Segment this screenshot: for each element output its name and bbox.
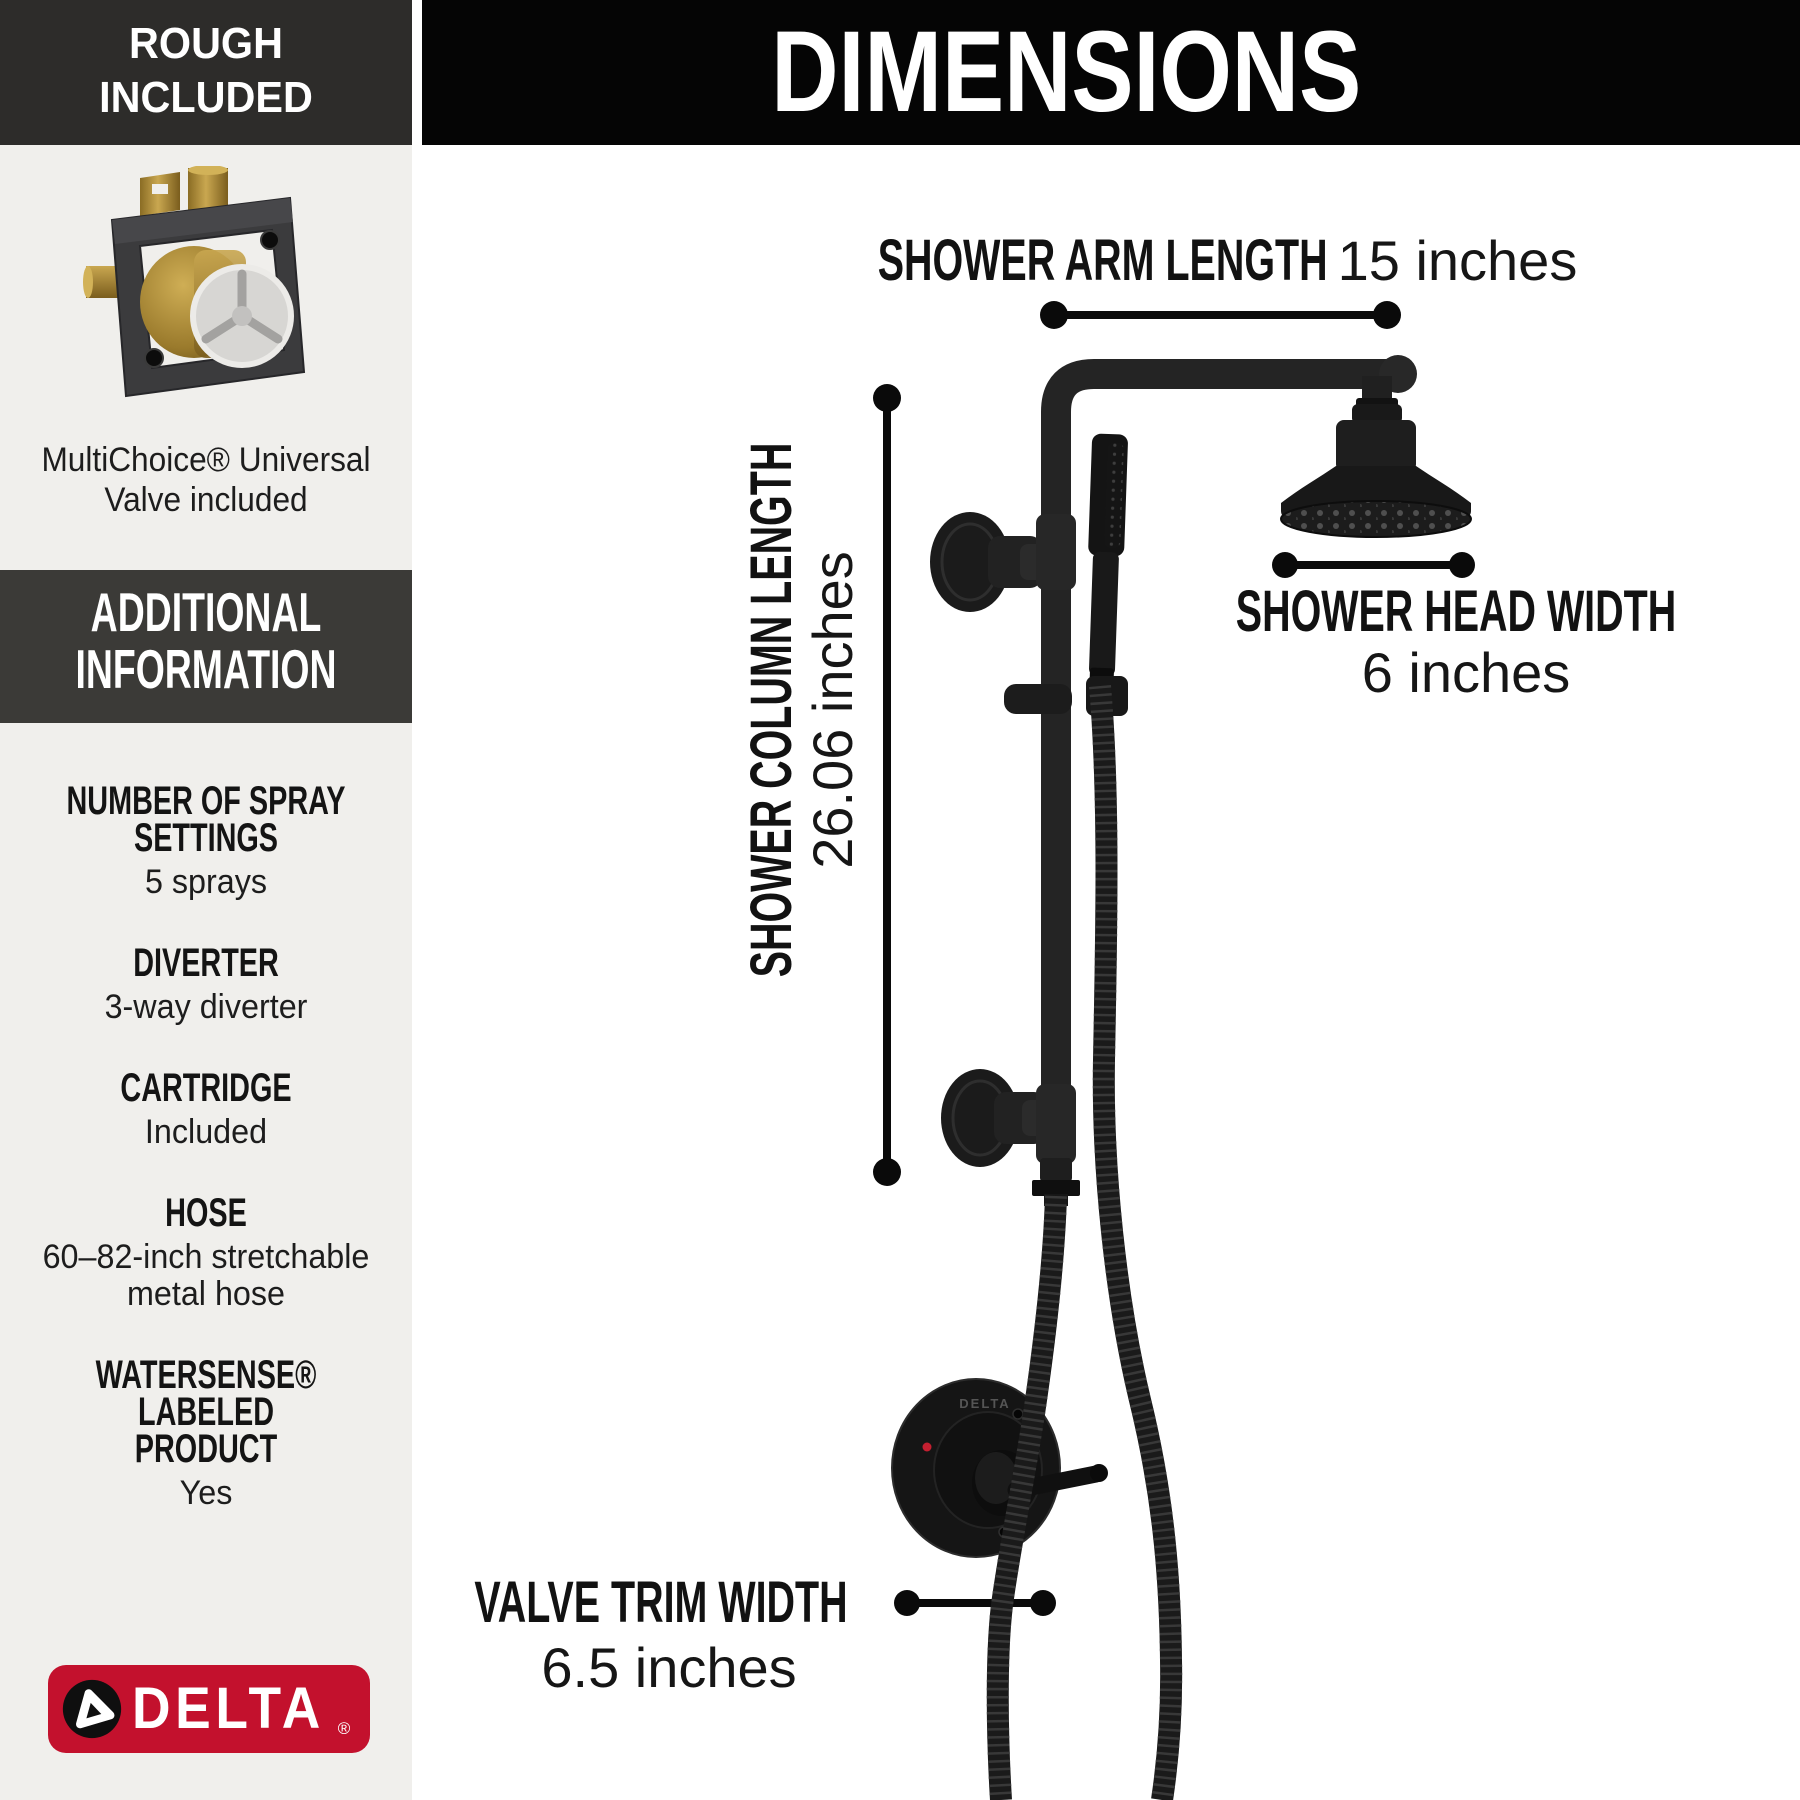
spec-label: WATERSENSE® LABELED bbox=[95, 1353, 317, 1434]
lower-wall-mount bbox=[941, 1069, 1048, 1167]
shower-head-dimension-line bbox=[1272, 552, 1475, 578]
spec-value: Yes bbox=[179, 1474, 233, 1512]
page-title: DIMENSIONS bbox=[770, 8, 1362, 136]
shower-arm-length-value: 15 inches bbox=[1337, 229, 1578, 292]
delta-wordmark: DELTA bbox=[132, 1676, 325, 1741]
spec-label: DIVERTER bbox=[133, 941, 279, 985]
shower-head-width-value: 6 inches bbox=[1361, 641, 1571, 704]
valve-red-indicator bbox=[923, 1443, 932, 1452]
valve-trim-width-value: 6.5 inches bbox=[541, 1636, 797, 1699]
shower-head-width-label: SHOWER HEAD WIDTH bbox=[1235, 579, 1677, 644]
spec-label: NUMBER OF SPRAY bbox=[66, 779, 346, 823]
valve-caption-line1: MultiChoice® Universal bbox=[41, 441, 371, 479]
valve-caption-line2: Valve included bbox=[104, 481, 308, 519]
spec-label: HOSE bbox=[165, 1191, 247, 1235]
additional-header-line2: INFORMATION bbox=[75, 638, 337, 700]
spec-value: metal hose bbox=[126, 1275, 285, 1313]
shower-head-spray-face bbox=[1281, 501, 1471, 537]
shower-column-length-value: 26.06 inches bbox=[801, 551, 864, 869]
spec-label: PRODUCT bbox=[134, 1427, 278, 1471]
registered-mark: ® bbox=[337, 1719, 351, 1738]
shower-column-dimension-line bbox=[873, 384, 901, 1186]
hand-shower-wand bbox=[1084, 433, 1129, 684]
additional-header-line1: ADDITIONAL bbox=[90, 581, 322, 643]
shower-arm-length-label-bold: SHOWER ARM LENGTH bbox=[877, 228, 1328, 293]
spec-label: CARTRIDGE bbox=[120, 1066, 292, 1110]
shower-head bbox=[1281, 404, 1471, 537]
rough-header-line1: ROUGH bbox=[129, 19, 283, 68]
shower-arm-dimension-line bbox=[1040, 301, 1401, 329]
valve-trim-width-label: VALVE TRIM WIDTH bbox=[474, 1570, 848, 1635]
valve-plate-brand-text: DELTA bbox=[959, 1396, 1011, 1411]
spec-value: 60–82-inch stretchable bbox=[42, 1238, 370, 1276]
hand-shower-hose bbox=[998, 686, 1171, 1800]
spec-label: SETTINGS bbox=[133, 816, 279, 860]
rough-header-line2: INCLUDED bbox=[99, 73, 313, 122]
shower-column-length-label: SHOWER COLUMN LENGTH bbox=[739, 442, 804, 978]
upper-wall-mount bbox=[930, 512, 1048, 612]
shower-arm-length-label bbox=[666, 228, 1578, 293]
spec-value: 3-way diverter bbox=[104, 988, 308, 1026]
spec-value: Included bbox=[144, 1113, 268, 1151]
valve-trim-dimension-line bbox=[894, 1590, 1056, 1616]
spec-value: 5 sprays bbox=[144, 863, 268, 901]
